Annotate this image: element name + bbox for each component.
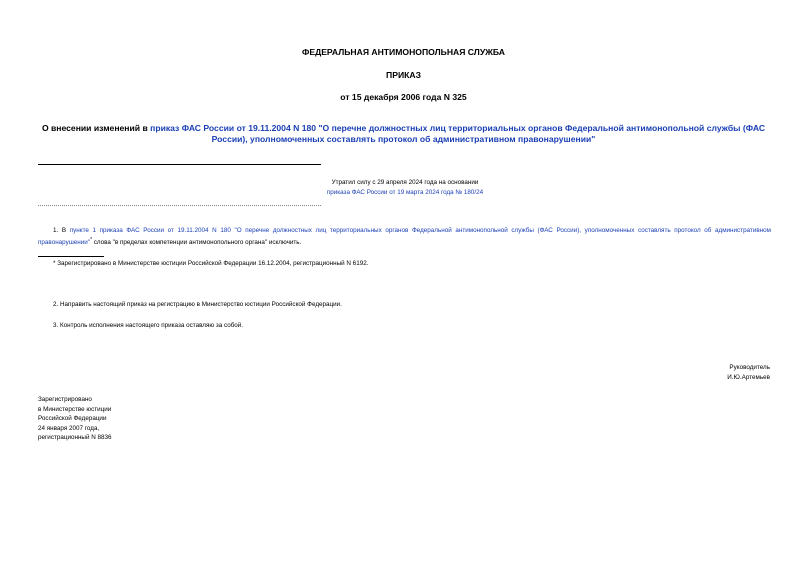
paragraph-1-number: 1. В [53, 227, 70, 234]
title-divider [38, 164, 321, 165]
document-type: ПРИКАЗ [386, 70, 421, 80]
title-prefix: О внесении изменений в [41, 123, 151, 133]
registration-line: регистрационный N 8836 [38, 434, 112, 441]
registration-line: 24 января 2007 года, [38, 424, 100, 432]
validity-note-text: Утратил силу с 29 апреля 2024 года на основании [331, 179, 479, 186]
document-date-number: от 15 декабря 2006 года N 325 [340, 92, 467, 102]
paragraph-3: 3. Контроль исполнения настоящего приказа оставляю за собой. [53, 322, 244, 329]
paragraph-1 [38, 226, 771, 247]
note-divider [38, 205, 321, 206]
paragraph-2: 2. Направить настоящий приказ на регистрацию в Министерство юстиции Российской Федерации. [53, 301, 342, 308]
paragraph-1-text: слова "в пределах компетенции антимонопольного органа" исключить. [92, 238, 302, 246]
document-title [36, 123, 771, 145]
footnote-divider [38, 256, 104, 257]
validity-note [310, 178, 500, 197]
signature-role: Руководитель [729, 364, 770, 371]
signature-name: И.Ю.Артемьев [727, 374, 770, 381]
title-reference-link[interactable]: приказ ФАС России от 19.11.2004 N 180 "О перечне должностных лиц территориальных органов Федеральной антимонопольной службы (ФАС России), уполномоченных составлять протокол об административном правонарушении" [150, 123, 766, 144]
registration-line: Зарегистрировано [38, 396, 92, 403]
registration-line: Российской Федерации [38, 415, 107, 422]
footnote: * Зарегистрировано в Министерстве юстиции Российской Федерации 16.12.2004, регистрационный N 6192. [53, 260, 369, 267]
footnote-marker: * [90, 236, 93, 243]
registration-line: в Министерстве юстиции [38, 405, 112, 413]
validity-note-link[interactable]: приказа ФАС России от 19 марта 2024 года № 180/24 [326, 188, 484, 196]
agency-name: ФЕДЕРАЛЬНАЯ АНТИМОНОПОЛЬНАЯ СЛУЖБА [302, 47, 505, 57]
registration-block [38, 395, 112, 443]
paragraph-1-link[interactable]: пункте 1 приказа ФАС России от 19.11.2004 N 180 "О перечне должностных лиц территориальных органов Федеральной антимонопольной службы (ФАС России), уполномоченных составлять протокол об административном правонарушении" [38, 227, 772, 246]
